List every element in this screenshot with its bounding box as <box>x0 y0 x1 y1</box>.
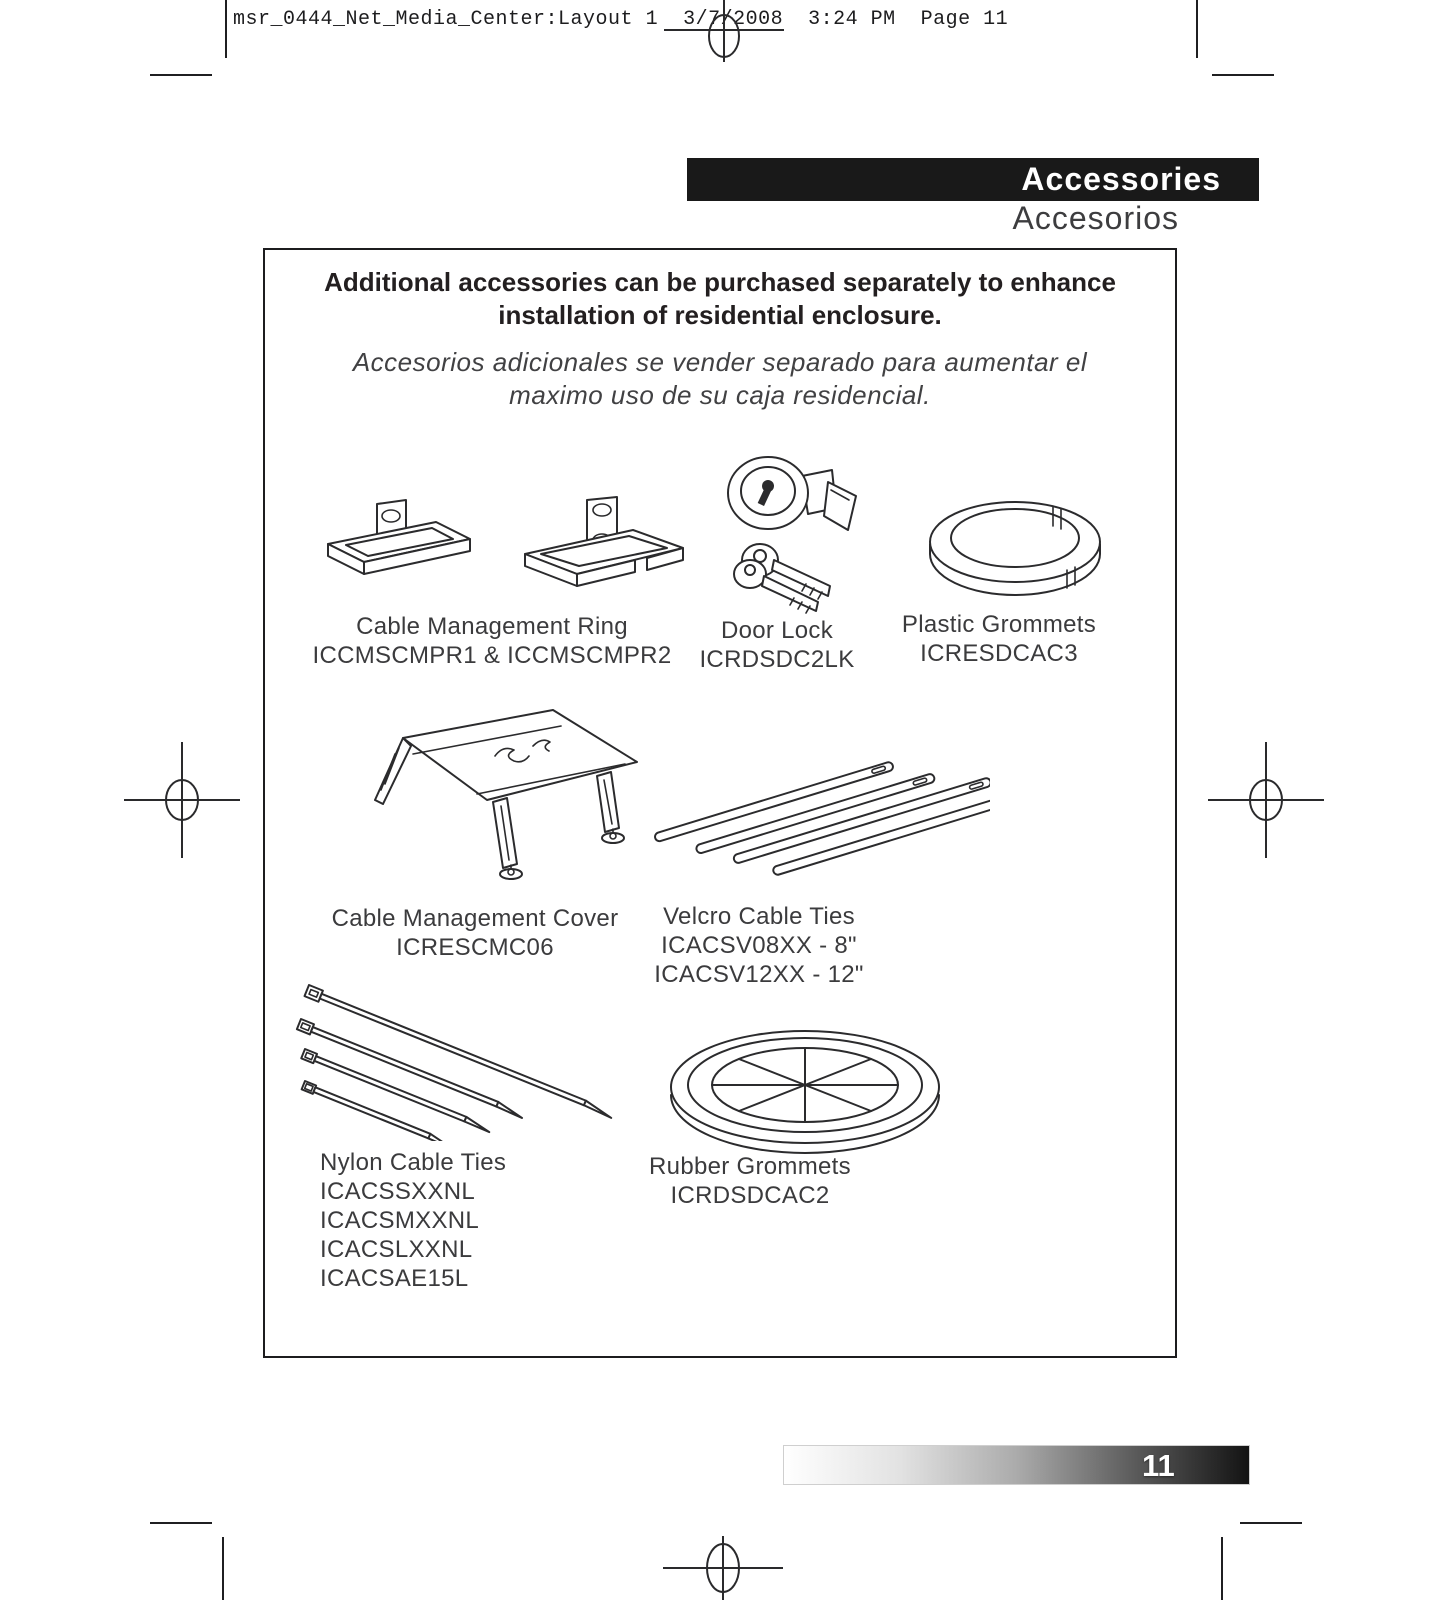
item-code: ICACSMXXNL <box>320 1207 480 1234</box>
crop-mark-top-right-vertical <box>1196 0 1198 58</box>
plastic-grommet-illustration <box>915 494 1115 606</box>
accessories-banner <box>687 158 1259 201</box>
item-name: Velcro Cable Ties <box>663 903 855 930</box>
accessory-label-velcro-cable-ties <box>619 902 899 989</box>
print-header-text: msr_0444_Net_Media_Center:Layout 1 3/7/2008 3:24 PM Page 11 <box>233 8 1009 31</box>
item-code: ICRDSDCAC2 <box>670 1182 830 1209</box>
accessory-label-cable-management-ring <box>302 612 682 670</box>
intro-english-line2: installation of residential enclosure. <box>498 300 942 330</box>
registration-mark-middle-right-icon <box>1208 742 1324 858</box>
crop-mark-top-left-horizontal <box>150 74 212 76</box>
registration-mark-bottom-center-icon <box>661 1536 785 1600</box>
item-name: Nylon Cable Ties <box>320 1149 507 1176</box>
content-box <box>263 248 1177 1358</box>
item-name: Door Lock <box>720 617 834 644</box>
item-code: ICACSAE15L <box>320 1265 469 1292</box>
item-name: Plastic Grommets <box>901 611 1097 638</box>
accessory-label-cable-management-cover <box>295 904 655 962</box>
item-code: ICRDSDC2LK <box>699 646 855 673</box>
door-lock-illustration <box>710 438 870 616</box>
item-name: Cable Management Cover <box>331 905 619 932</box>
nylon-cable-ties-illustration <box>295 983 645 1141</box>
accessory-label-rubber-grommets <box>610 1152 890 1210</box>
accessory-label-plastic-grommets <box>869 610 1129 668</box>
page-number: 11 <box>1142 1448 1175 1483</box>
crop-mark-bottom-right-vertical <box>1221 1537 1223 1600</box>
velcro-cable-ties-illustration <box>650 748 990 893</box>
crop-mark-top-right-horizontal <box>1212 74 1274 76</box>
item-name: Cable Management Ring <box>356 613 628 640</box>
item-code: ICRESDCAC3 <box>920 640 1078 667</box>
item-code: ICACSV08XX - 8" <box>661 932 857 959</box>
intro-spanish-line2: maximo uso de su caja residencial. <box>509 380 931 410</box>
intro-spanish <box>265 346 1175 412</box>
crop-mark-top-left-vertical <box>225 0 227 58</box>
intro-english-line1: Additional accessories can be purchased separately to enhance <box>324 267 1116 297</box>
banner-subtitle: Accesorios <box>1012 200 1179 236</box>
item-code: ICACSV12XX - 12" <box>654 961 864 988</box>
accessory-label-nylon-cable-ties <box>320 1148 630 1293</box>
item-name: Rubber Grommets <box>649 1153 851 1180</box>
item-code: ICACSLXXNL <box>320 1236 473 1263</box>
accessory-label-door-lock <box>667 616 887 674</box>
intro-spanish-line1: Accesorios adicionales se vender separado para aumentar el <box>352 347 1088 377</box>
rubber-grommet-illustration <box>655 1025 955 1160</box>
crop-mark-bottom-left-horizontal <box>150 1522 212 1524</box>
crop-mark-bottom-right-horizontal <box>1240 1522 1302 1524</box>
banner-title: Accessories <box>1021 161 1221 197</box>
registration-mark-middle-left-icon <box>124 742 240 858</box>
registration-mark-top-center-icon <box>662 0 786 64</box>
crop-mark-bottom-left-vertical <box>222 1537 224 1600</box>
item-code: ICRESCMC06 <box>396 934 554 961</box>
item-code: ICACSSXXNL <box>320 1178 476 1205</box>
page-number-bar <box>783 1445 1250 1485</box>
intro-english <box>265 266 1175 332</box>
cable-management-cover-illustration <box>345 702 655 902</box>
cable-management-ring-illustration <box>320 492 715 612</box>
item-code: ICCMSCMPR1 & ICCMSCMPR2 <box>312 642 672 669</box>
